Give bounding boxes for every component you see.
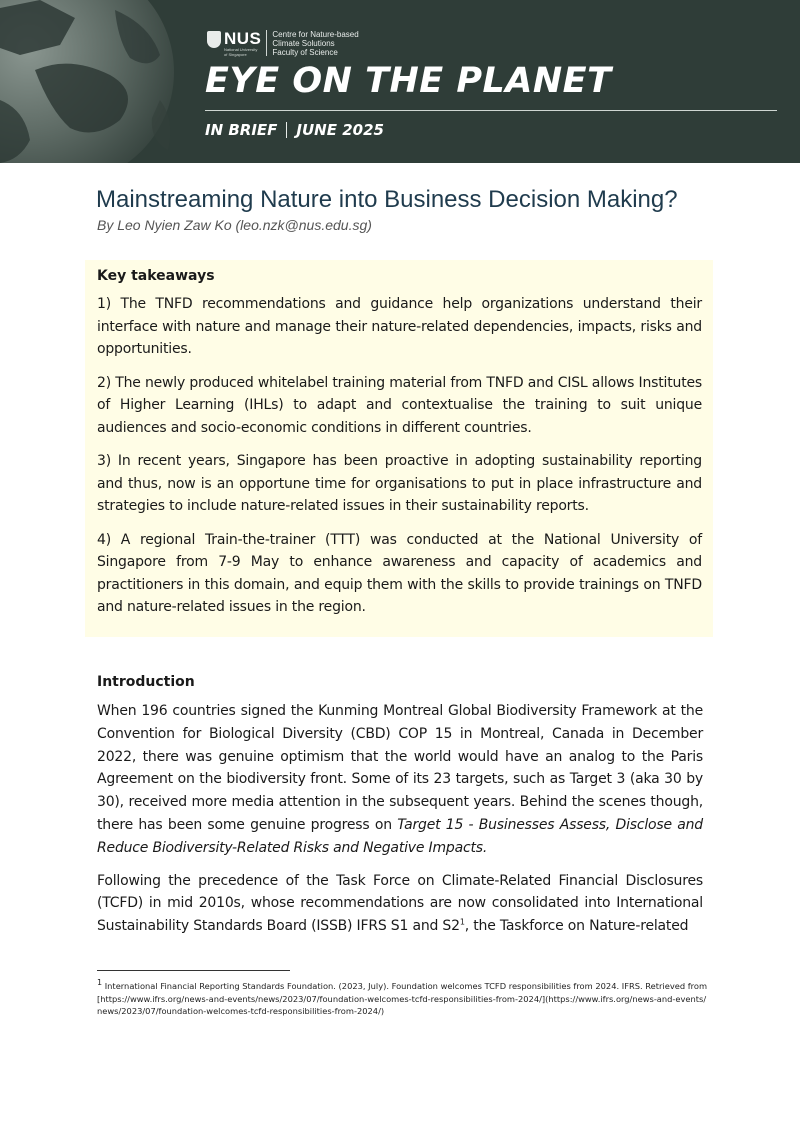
body-paragraph <box>97 870 703 938</box>
takeaway-item: 4) A regional Train-the-trainer (TTT) was conducted at the National University of Singapore from 7-9 May to enhance awareness and capacity of academics and practitioners in this domain, and equip them with the skills to provide trainings on TNFD and nature-related issues in the region. <box>97 531 702 615</box>
crest-icon <box>207 31 221 48</box>
target-reference: Target 15 - Businesses Assess, Disclose and Reduce Biodiversity-Related Risks and Negative Impacts. <box>97 816 703 856</box>
author-byline: By Leo Nyien Zaw Ko (leo.nzk@nus.edu.sg) <box>97 217 372 233</box>
centre-line: Climate Solutions <box>272 39 335 48</box>
footnote-divider <box>97 970 290 971</box>
takeaway-item: 1) The TNFD recommendations and guidance help organizations understand their interface with nature and manage their nature-related dependencies, impacts, risks and opportunities. <box>97 296 702 357</box>
centre-line: Centre for Nature-based <box>272 30 359 39</box>
key-takeaways-box <box>85 260 713 637</box>
paragraph-text: When 196 countries signed the Kunming Montreal Global Biodiversity Framework at the Convention for Biological Diversity (CBD) COP 15 in Montreal, Canada in December 2022, there was genuine optimism that the world would have an analog to the Paris Agreement on the biodiversity front. Some of its 23 targets, such as Target 3 (aka 30 by 30), received more media attention in the subsequent years. Behind the scenes though, there has been some genuine progress on <box>97 703 703 833</box>
series-title: EYE ON THE PLANET <box>205 61 612 101</box>
footnote <box>97 980 709 1018</box>
footnote-text[interactable]: International Financial Reporting Standards Foundation. (2023, July). Foundation welcomes TCFD responsibilities from 2024. IFRS. Retrieved from [https://www.ifrs.org/news-and-events/news/2023/07/foundation-welcomes-tcfd-responsibilities-from-2024/](https://www.ifrs.org/news-and-events/news/2023/07/foundation-welcomes-tcfd-responsibilities-from-2024/) <box>97 981 708 1016</box>
takeaways-heading: Key takeaways <box>97 268 215 284</box>
introduction-section <box>97 672 703 948</box>
takeaway-item: 3) In recent years, Singapore has been proactive in adopting sustainability reporting and thus, now is an opportune time for organisations to put in place infrastructure and strategies to include nature-related issues in their sustainability reports. <box>97 453 702 514</box>
paragraph-text: Following the precedence of the Task Force on Climate-Related Financial Disclosures (TCFD) in mid 2010s, whose recommendations are now consolidated into International Sustainability Standards Board (ISSB) IFRS S1 and S2 <box>97 872 703 935</box>
nus-logo <box>207 30 359 57</box>
header-banner <box>0 0 800 163</box>
takeaway-item: 2) The newly produced whitelabel training material from TNFD and CISL allows Institutes of Higher Learning (IHLs) to adapt and contextualise the training to suit unique audiences and socio-economic conditions in different countries. <box>97 374 702 436</box>
paragraph-text: , the Taskforce on Nature-related <box>464 918 689 935</box>
body-paragraph <box>97 700 703 860</box>
logo-subtext: National University of Singapore <box>224 47 258 57</box>
page-title: Mainstreaming Nature into Business Decision Making? <box>96 186 678 213</box>
issue-date: JUNE 2025 <box>296 121 384 139</box>
logo-divider <box>266 30 267 56</box>
issue-line <box>205 120 384 140</box>
introduction-heading: Introduction <box>97 674 195 690</box>
footnote-ref[interactable]: 1 <box>459 917 465 927</box>
logo-wordmark: NUS <box>224 29 262 48</box>
centre-name <box>272 30 358 57</box>
centre-line: Faculty of Science <box>272 48 338 57</box>
issue-separator <box>286 122 287 138</box>
series-type: IN BRIEF <box>205 121 278 139</box>
footnote-number: 1 <box>97 978 103 988</box>
globe-graphic <box>0 0 200 163</box>
banner-divider <box>205 110 777 111</box>
